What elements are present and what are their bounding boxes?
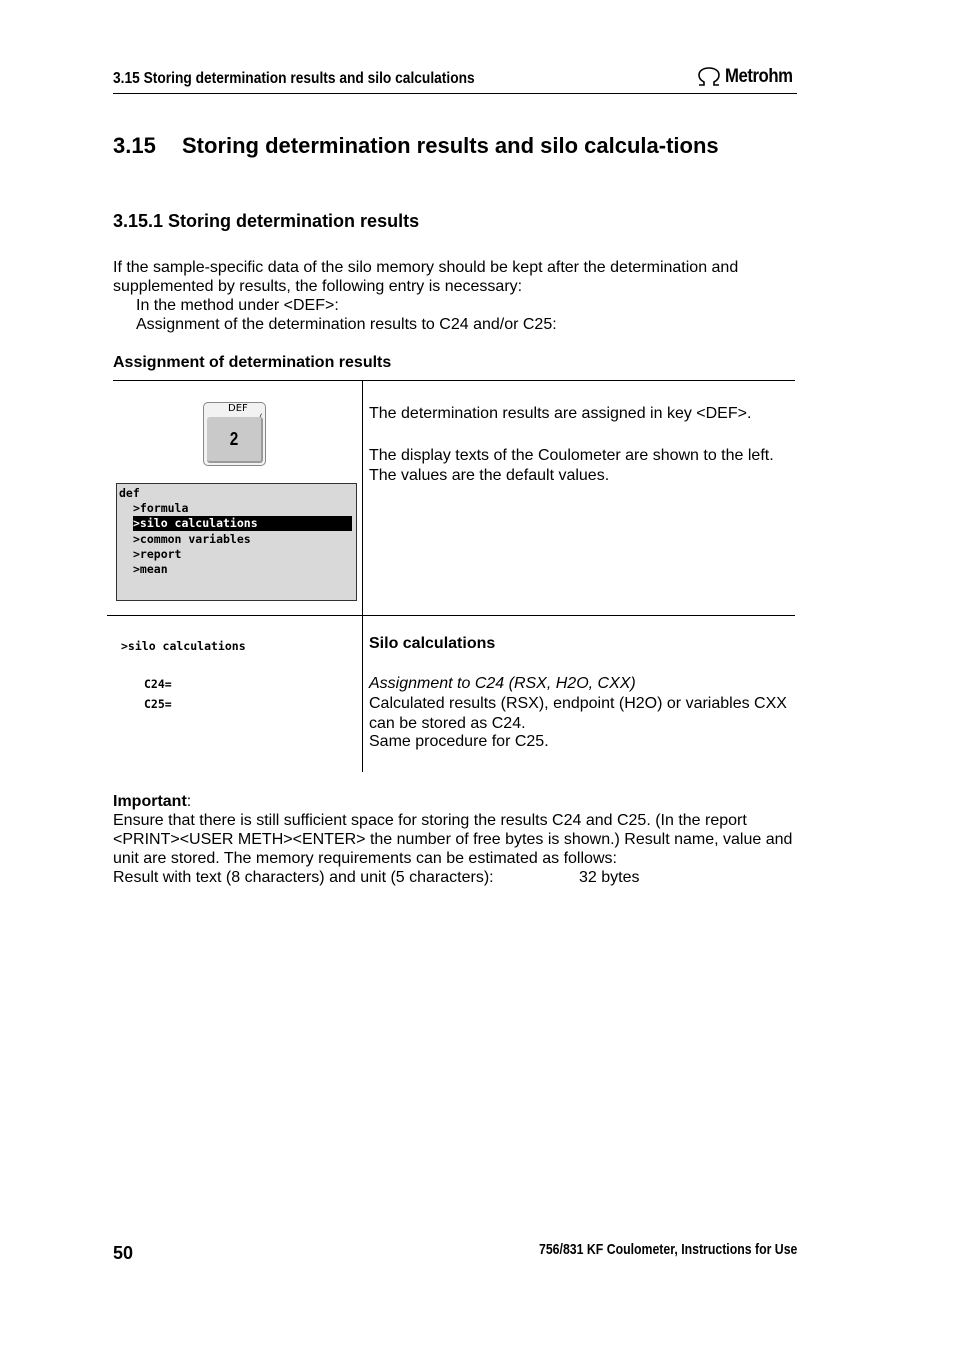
omega-logo-icon [696,67,722,87]
display-menu-item: >common variables [133,532,251,546]
subsection-heading: 3.15.1 Storing determination results [113,211,420,231]
memory-row-value: 32 bytes [579,869,640,886]
display-menu-item-selected: >silo calculations [133,516,352,531]
row2-heading: Silo calculations [369,635,496,652]
key-number: 2 [229,429,239,449]
intro-text: In the method under <DEF>: [136,297,339,314]
table-column-divider [362,380,363,772]
silo-field-c24: C24= [144,677,172,691]
row2-description: Calculated results (RSX), endpoint (H2O) or variables CXX can be stored as C24. [369,695,787,732]
intro-paragraph [113,258,803,334]
table-row-divider [107,615,795,616]
document-title: 756/831 KF Coulometer, Instructions for Use [539,1241,798,1258]
brand-name: Metrohm [725,66,793,87]
silo-field-c25: C25= [144,697,172,711]
important-colon: : [186,793,192,810]
silo-display-title: >silo calculations [121,639,246,653]
def-key-button [203,402,266,466]
intro-text: Assignment of the determination results to C24 and/or C25: [136,316,557,333]
running-header-title: 3.15 Storing determination results and silo calculations [113,70,475,87]
important-text: Ensure that there is still sufficient space for storing the results C24 and C25. (In the report <PRINT><USER METH><ENTER> the number of free bytes is shown.) Result name, value and unit are stored. The memory requirements can be estimated as follows: [113,812,793,867]
important-label: Important [113,793,187,810]
row1-description: The determination results are assigned in key <DEF>. [369,405,752,422]
display-title: def [119,486,140,500]
display-menu-item: >mean [133,562,168,576]
intro-text: If the sample-specific data of the silo memory should be kept after the determination and supplemented by results, the following entry is necessary: [113,259,739,295]
row2-description: Same procedure for C25. [369,733,549,750]
page-number: 50 [113,1243,134,1263]
memory-row-label: Result with text (8 characters) and unit (5 characters): [113,869,494,886]
display-menu-item: >formula [133,501,189,515]
table-top-rule [113,380,795,381]
display-menu-item: >report [133,547,182,561]
header-rule [113,93,797,94]
coulometer-display [116,483,357,601]
table-heading: Assignment of determination results [113,354,392,371]
section-number: 3.15 [113,133,156,158]
section-title: Storing determination results and silo calcula-tions [182,133,719,158]
row1-description: The display texts of the Coulometer are shown to the left. The values are the default values. [369,447,774,484]
key-label: DEF [228,403,248,414]
important-note [113,792,803,887]
row2-italic-caption: Assignment to C24 (RSX, H2O, CXX) [369,675,636,692]
brand-logo [696,66,802,88]
